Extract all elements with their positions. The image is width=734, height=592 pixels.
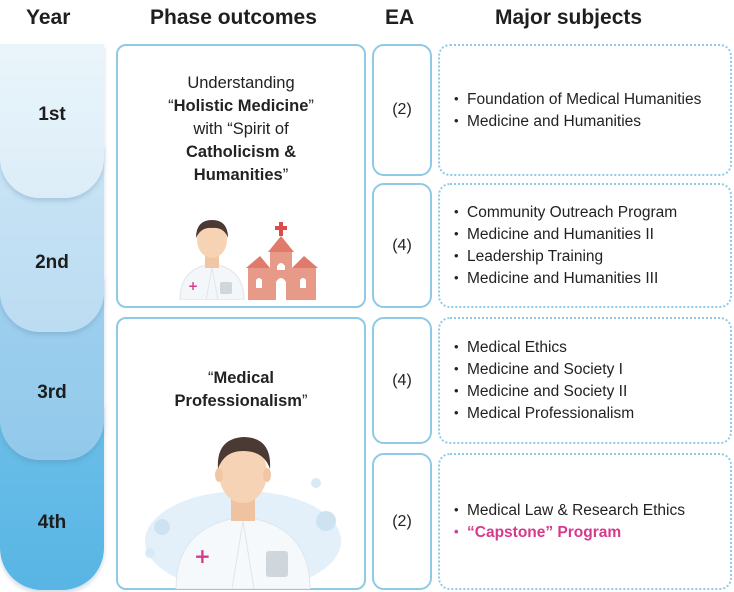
ea-1st: (2)	[372, 44, 432, 176]
subjects-3rd	[438, 317, 732, 444]
subject-item: • Medical Professionalism	[454, 404, 730, 423]
ea-2nd: (4)	[372, 183, 432, 308]
subject-item: • Medicine and Humanities II	[454, 225, 730, 244]
subject-item: • Medicine and Humanities	[454, 112, 730, 131]
header-phase-outcomes: Phase outcomes	[150, 6, 317, 29]
subjects-4th	[438, 453, 732, 590]
subject-item: • Medicine and Society I	[454, 360, 730, 379]
subject-item: • Medicine and Humanities III	[454, 269, 730, 288]
subject-item: • Medicine and Society II	[454, 382, 730, 401]
subject-item: • Foundation of Medical Humanities	[454, 90, 730, 109]
header-year: Year	[26, 6, 71, 29]
year-label-1st: 1st	[38, 104, 66, 125]
medical-text: Medical	[213, 369, 275, 387]
phase2-line1: “Medical	[207, 369, 275, 387]
phase-outcome-2	[116, 317, 366, 590]
phase1-line2: “Holistic Medicine”	[168, 97, 314, 115]
year-label-3rd: 3rd	[37, 382, 67, 403]
subject-item: • Medical Ethics	[454, 338, 730, 357]
subjects-1st	[438, 44, 732, 176]
subject-item: • Medical Law & Research Ethics	[454, 501, 730, 520]
header-ea: EA	[385, 6, 415, 29]
phase1-line5: Humanities”	[193, 166, 289, 184]
church-icon	[246, 222, 318, 300]
subject-item: • Leadership Training	[454, 247, 730, 266]
year-column	[0, 44, 104, 590]
year-label-4th: 4th	[37, 512, 67, 533]
capstone-program-item: • “Capstone” Program	[454, 523, 730, 542]
phase1-line3: with “Spirit of	[193, 120, 289, 138]
phase-outcome-1	[116, 44, 366, 308]
doctor-icon	[174, 210, 250, 300]
phase1-line1: Understanding	[187, 74, 295, 92]
doctor-large-icon	[136, 429, 350, 589]
phase1-line4: Catholicism &	[185, 143, 297, 161]
subjects-2nd	[438, 183, 732, 308]
phase2-line2: Professionalism”	[174, 392, 308, 410]
svg-text:+: +	[194, 544, 211, 568]
year-label-2nd: 2nd	[35, 252, 69, 273]
subject-item: • Community Outreach Program	[454, 203, 730, 222]
header-major-subjects: Major subjects	[495, 6, 643, 29]
holistic-medicine-text: Holistic Medicine	[173, 97, 309, 115]
ea-4th: (2)	[372, 453, 432, 590]
ea-3rd: (4)	[372, 317, 432, 444]
svg-text:+: +	[188, 279, 199, 293]
professionalism-text: Professionalism	[174, 392, 302, 410]
